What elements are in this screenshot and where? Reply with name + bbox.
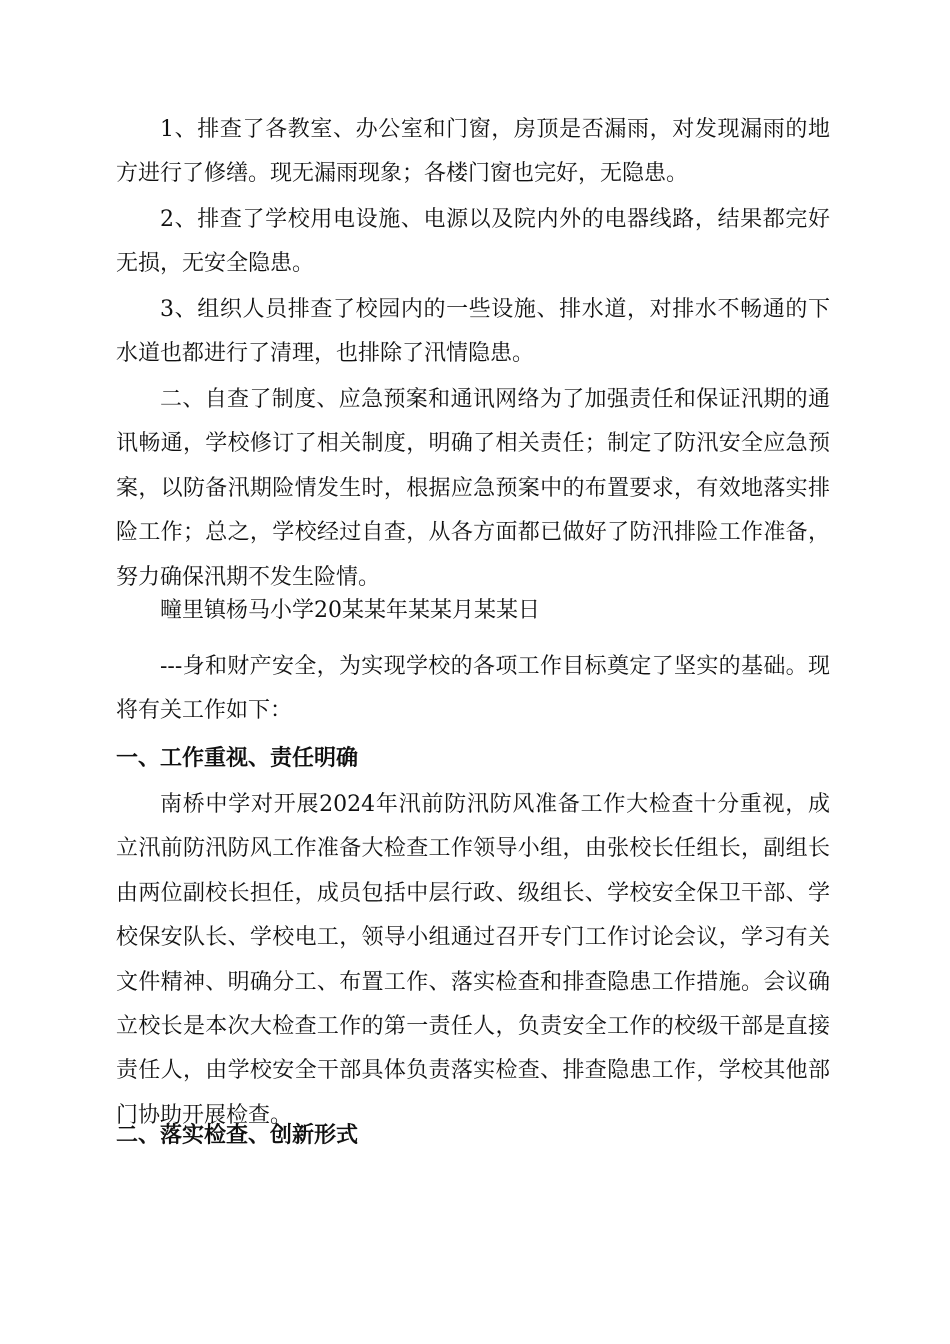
paragraph-item-1: 1、排查了各教室、办公室和门窗，房顶是否漏雨，对发现漏雨的地方进行了修缮。现无漏雨现象；各楼门窗也完好，无隐患。 [116,117,830,187]
paragraph-section-one-body: 南桥中学对开展2024年汛前防汛防风准备工作大检查十分重视，成立汛前防汛防风工作准备大检查工作领导小组，由张校长任组长，副组长由两位副校长担任，成员包括中层行政、级组长、学校安全保卫干部、学校保安队长、学校电工，领导小组通过召开专门工作讨论会议，学习有关文件精神、明确分工、布置工作、落实检查和排查隐患工作措施。会议确立校长是本次大检查工作的第一责任人，负责安全工作的校级干部是直接责任人，由学校安全干部具体负责落实检查、排查隐患工作，学校其他部门协助开展检查。 [116,792,830,1128]
signature-line: 疃里镇杨马小学20某某年某某月某某日 [160,598,540,623]
section-heading-two: 二、落实检查、创新形式 [116,1122,359,1148]
paragraph-item-3: 3、组织人员排查了校园内的一些设施、排水道，对排水不畅通的下水道也都进行了清理，也排除了汛情隐患。 [116,297,830,367]
section-heading-one: 一、工作重视、责任明确 [116,745,359,771]
paragraph-item-2: 2、排查了学校用电设施、电源以及院内外的电器线路，结果都完好无损，无安全隐患。 [116,207,830,277]
paragraph-continuation: ---身和财产安全，为实现学校的各项工作目标奠定了坚实的基础。现将有关工作如下： [116,654,830,724]
paragraph-section-two: 二、自查了制度、应急预案和通讯网络为了加强责任和保证汛期的通讯畅通，学校修订了相关制度，明确了相关责任；制定了防汛安全应急预案，以防备汛期险情发生时，根据应急预案中的布置要求，有效地落实排险工作；总之，学校经过自查，从各方面都已做好了防汛排险工作准备，努力确保汛期不发生险情。 [116,387,830,590]
